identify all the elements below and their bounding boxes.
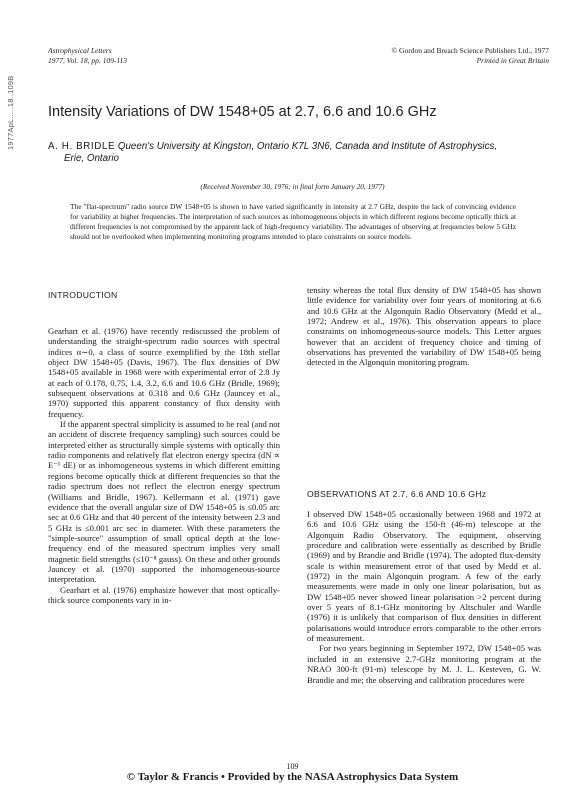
journal-volume: 1977, Vol. 18, pp. 109-113: [48, 55, 128, 65]
abstract: The "flat-spectrum" radio source DW 1548+05 is shown to have varied significantly in intensity at 2.7 GHz, despite the lack of convincing evidence for variability at higher frequencies. The interpretation of such sources as inhomogeneous objects in which different regions become optically thick at different frequencies is not compromised by the apparent lack of high-frequency variability. The advantages of observing at frequencies below 5 GHz should not be overlooked when implementing monitoring programs intended to place constraints on source models.: [70, 202, 516, 241]
right-column: [307, 285, 541, 368]
ads-footer: © Taylor & Francis • Provided by the NASA Astrophysics Data System: [126, 771, 459, 783]
author-line: [48, 141, 548, 153]
left-column: [48, 326, 280, 605]
received-dates: (Received November 30, 1976; in final form January 20, 1977): [200, 182, 385, 191]
article-title: Intensity Variations of DW 1548+05 at 2.7, 6.6 and 10.6 GHz: [48, 104, 437, 120]
publisher-copyright: © Gordon and Breach Science Publishers Ltd., 1977: [391, 46, 549, 55]
paragraph: For two years beginning in September 1972, DW 1548+05 was included in an extensive 2.7-GHz monitoring program at the NRAO 300-ft (91-m) telescope by M. J. L. Kesteven, G. W. Brandie and me; the observing and calibration procedures were: [307, 643, 541, 685]
journal-header: [48, 46, 127, 65]
section-heading-introduction: INTRODUCTION: [48, 290, 118, 300]
paragraph: Gearhart et al. (1976) have recently rediscussed the problem of understanding the straight-spectrum radio sources with spectral indices α∼0, a class of source exemplified by the 18th stellar object DW 1548+05 (Davis, 1967). The flux densities of DW 1548+05 available in 1968 were with experimental error of 2.8 Jy at each of 0.178, 0.75, 1.4, 3.2, 6.6 and 10.6 GHz (Bridle, 1969); subsequent observations at 0.318 and 0.6 GHz (Jauncey et al., 1970) supported this apparent constancy of flux density with frequency.: [48, 326, 280, 419]
printed-in: Printed in Great Britain: [476, 55, 549, 65]
bibcode-stamp: 1977ApL.....18..109B: [6, 75, 15, 150]
page-number: 109: [286, 762, 299, 771]
paragraph: I observed DW 1548+05 occasionally between 1968 and 1972 at 6.6 and 10.6 GHz using the 150-ft (46-m) telescope at the Algonquin Radio Observatory. The equipment, observing procedure and calibration were essentially as described by Bridle (1969) and by Brandie and Bridle (1974). The adopted flux-density scale is within measurement error of that used by Medd et al. (1972) in the main Algonquin program. A few of the early measurements were made in only one linear polarisation, but as DW 1548+05 never showed linear polarisation >2 percent during over 5 years of 8.1-GHz monitoring by Altschuler and Wardle (1976) it is unlikely that comparison of flux densities in different polarisations would introduce errors comparable to the other errors of measurement.: [307, 509, 541, 644]
section-heading-observations: OBSERVATIONS AT 2.7, 6.6 AND 10.6 GHz: [307, 489, 487, 499]
author-affiliation-cont: Erie, Ontario: [64, 153, 119, 164]
journal-name: Astrophysical Letters: [48, 46, 112, 55]
paragraph: tensity whereas the total flux density of DW 1548+05 has shown little evidence for variability over four years of monitoring at 6.6 and 10.6 GHz at the Algonquin Radio Observatory (Medd et al., 1972; Andrew et al., 1976). This observation appears to place constraints on inhomogeneous-source models. This Letter argues however that an accident of frequency choice and timing of observations has prevented the variability of DW 1548+05 being detected in the Algonquin monitoring program.: [307, 285, 541, 368]
publisher-header: [391, 46, 549, 65]
paragraph: If the apparent spectral simplicity is assumed to be real (and not an accident of discrete frequency sampling) such sources could be interpreted either as structurally simple systems with optically thin radio components and relatively flat electron energy spectra (dN ∝ E⁻¹ dE) or as inhomogeneous systems in which different emitting regions become optically thick at different frequencies so that the radio spectrum does not reflect the electron energy spectrum (Williams and Bridle, 1967). Kellermann et al. (1971) gave evidence that the overall angular size of DW 1548+05 is ≤0.05 arc sec at 0.6 GHz and that 40 percent of the intensity between 2.3 and 5 GHz is ≤0.001 arc sec in diameter. With these parameters the "simple-source" assumption of small optical depth at the low-frequency end of the measured spectrum implies very small magnetic field strengths (≤10⁻⁸ gauss). On these and other grounds Jauncey et al. (1970) supported the inhomogeneous-source interpretation.: [48, 419, 280, 585]
paragraph: Gearhart et al. (1976) emphasize however that most optically-thick source components vary in in-: [48, 584, 280, 605]
right-column-observations: [307, 509, 541, 685]
author-affiliation: Queen's University at Kingston, Ontario K7L 3N6, Canada and Institute of Astrophysics,: [117, 141, 498, 152]
author-name: A. H. BRIDLE: [48, 141, 116, 152]
